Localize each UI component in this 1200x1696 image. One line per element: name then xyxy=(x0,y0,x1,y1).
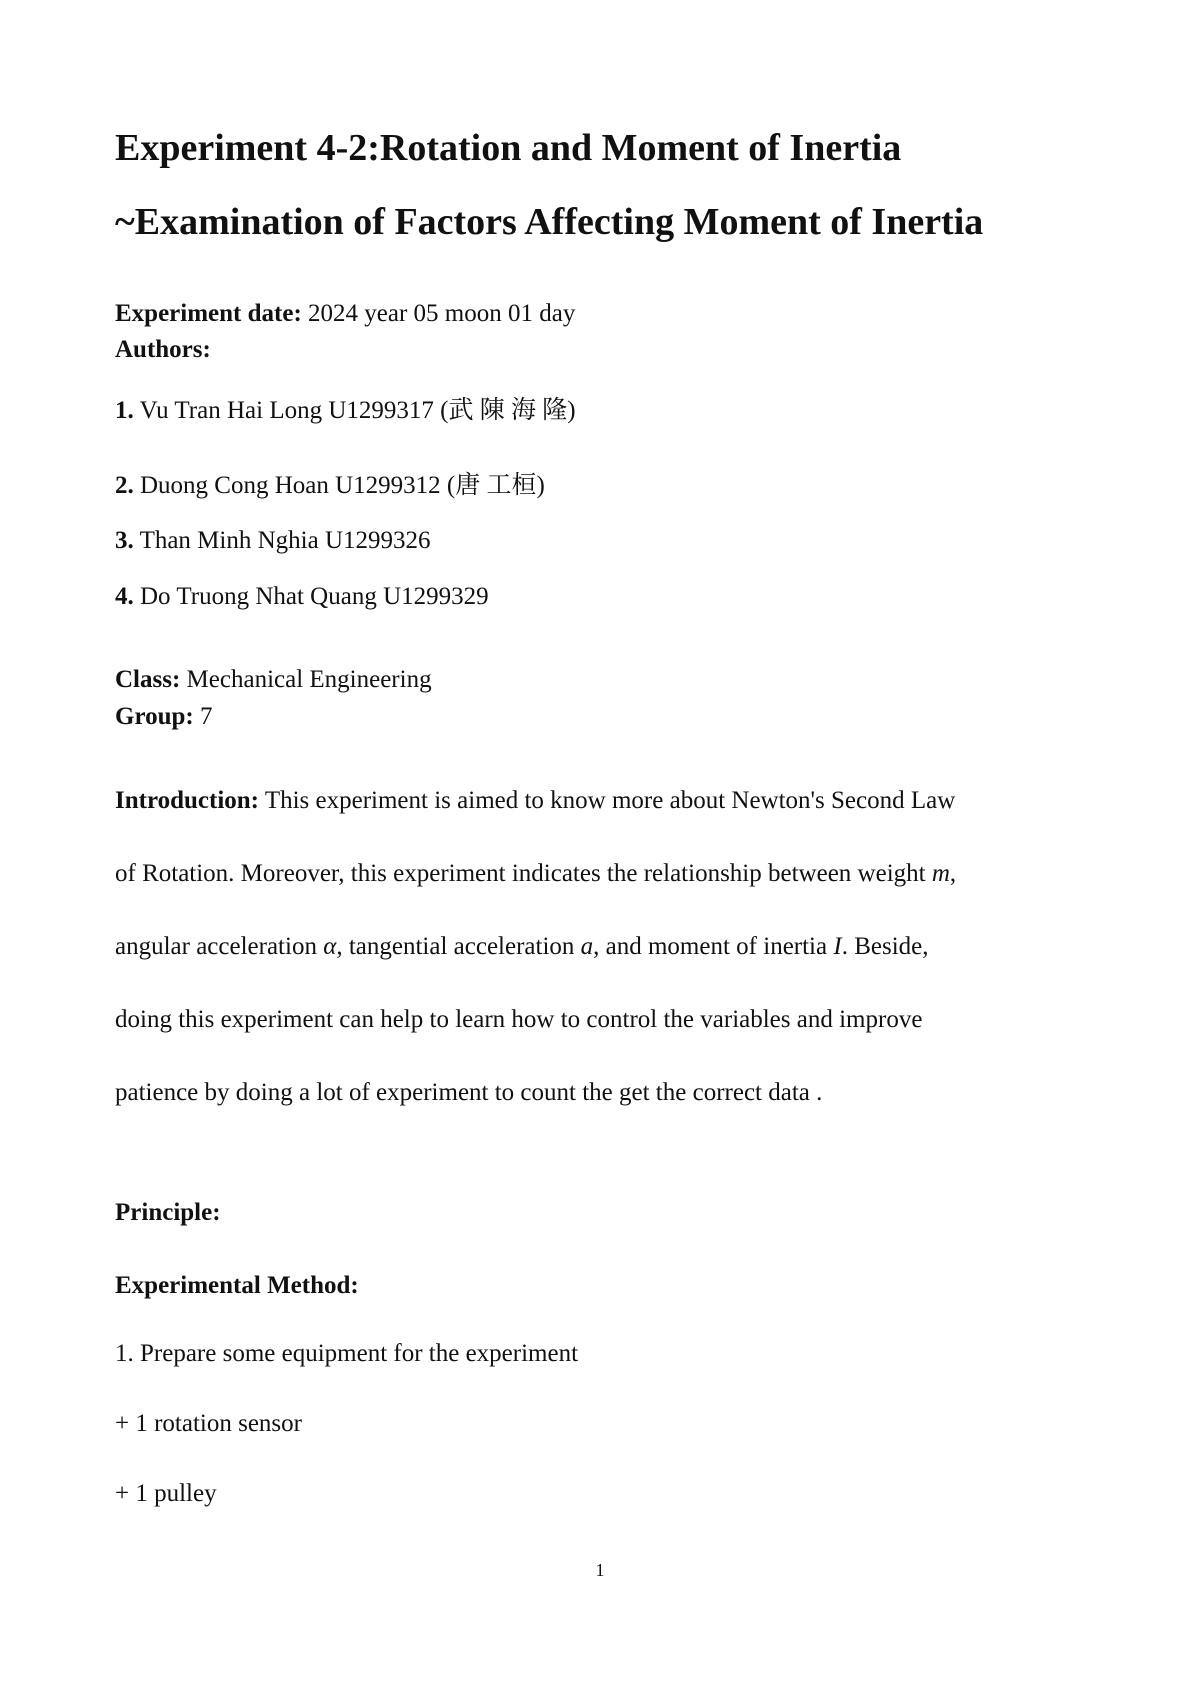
title-line-2: ~Examination of Factors Affecting Moment of Inertia xyxy=(115,201,984,243)
intro-text: angular acceleration xyxy=(115,933,324,960)
intro-text: This experiment is aimed to know more about Newton's Second Law xyxy=(264,787,956,814)
principle-heading: Principle: xyxy=(115,1199,221,1226)
variable-i: I xyxy=(833,933,842,960)
author-text: Than Minh Nghia U1299326 xyxy=(139,527,431,554)
author-text: Do Truong Nhat Quang U1299329 xyxy=(140,583,489,610)
author-text: Duong Cong Hoan U1299312 (唐 工桓) xyxy=(140,472,545,499)
author-number: 1. xyxy=(115,397,134,424)
class-line xyxy=(115,666,432,694)
author-item xyxy=(115,527,431,555)
author-item xyxy=(115,583,489,611)
author-item xyxy=(115,390,576,426)
method-item: + 1 pulley xyxy=(115,1480,217,1507)
intro-text: of Rotation. Moreover, this experiment indicates the relationship between weight xyxy=(115,860,932,887)
intro-text: . Beside, xyxy=(841,933,929,960)
intro-line-5: patience by doing a lot of experiment to count the get the correct data . xyxy=(115,1079,823,1106)
class-label: Class: xyxy=(115,666,181,693)
intro-text: , xyxy=(949,860,957,887)
group-value: 7 xyxy=(199,703,213,730)
variable-m: m xyxy=(931,860,950,887)
author-number: 2. xyxy=(115,472,134,499)
page-number: 1 xyxy=(595,1560,605,1580)
class-value: Mechanical Engineering xyxy=(186,666,432,693)
variable-alpha: α xyxy=(323,933,337,960)
variable-a: a xyxy=(580,933,594,960)
intro-text: , tangential acceleration xyxy=(336,933,581,960)
intro-label: Introduction: xyxy=(115,787,260,814)
title-line-1: Experiment 4-2:Rotation and Moment of Inertia xyxy=(115,127,902,169)
date-value: 2024 year 05 moon 01 day xyxy=(308,300,576,327)
intro-line-1 xyxy=(115,787,955,815)
method-heading: Experimental Method: xyxy=(115,1272,359,1299)
authors-label: Authors: xyxy=(115,336,211,363)
method-item: 1. Prepare some equipment for the experiment xyxy=(115,1340,579,1367)
method-item: + 1 rotation sensor xyxy=(115,1410,302,1437)
author-item xyxy=(115,465,545,501)
experiment-date xyxy=(115,300,575,328)
group-line xyxy=(115,703,212,731)
intro-text: , and moment of inertia xyxy=(593,933,834,960)
intro-line-4: doing this experiment can help to learn how to control the variables and improve xyxy=(115,1006,923,1033)
group-label: Group: xyxy=(115,703,194,730)
author-number: 4. xyxy=(115,583,134,610)
intro-line-2 xyxy=(115,860,956,888)
date-label: Experiment date: xyxy=(115,300,302,327)
author-number: 3. xyxy=(115,527,134,554)
intro-line-3 xyxy=(115,933,928,961)
author-text: Vu Tran Hai Long U1299317 (武 陳 海 隆) xyxy=(139,397,576,424)
